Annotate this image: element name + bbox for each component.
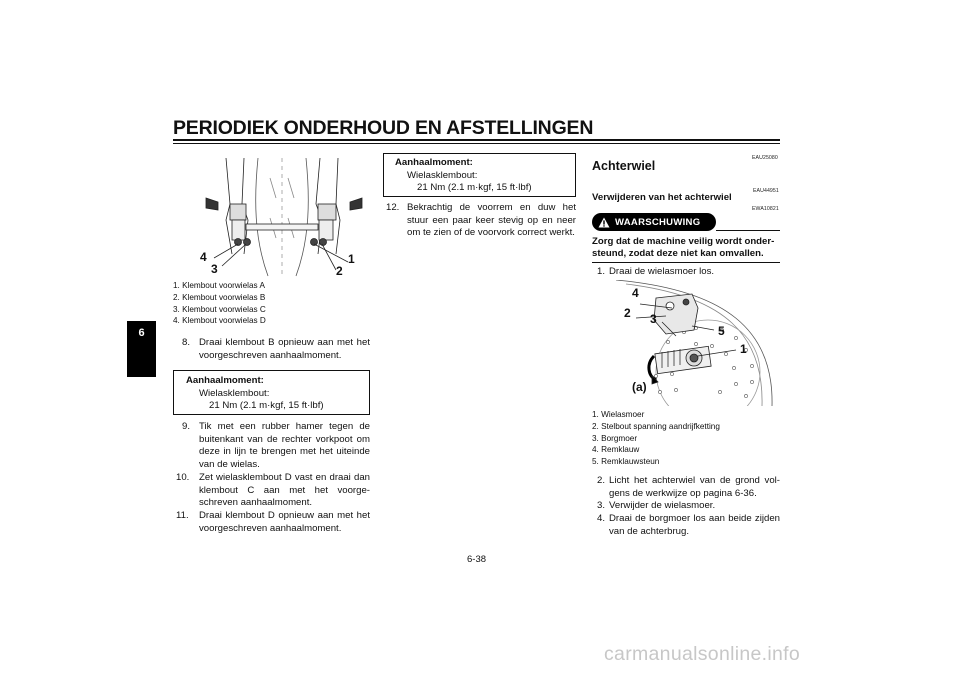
step-text: Licht het achterwiel van de grond volgens de werkwijze op pagina 6-36. xyxy=(609,475,780,499)
callout-2: 2 xyxy=(624,306,631,320)
section-heading: Achterwiel xyxy=(592,159,656,173)
torque-value: 21 Nm (2.1 m·kgf, 15 ft·lbf) xyxy=(209,400,324,412)
warning-label xyxy=(592,213,716,231)
warning-triangle-icon xyxy=(598,217,610,228)
warning-label-text: WAARSCHUWING xyxy=(615,216,701,228)
step-number: 8. xyxy=(182,337,191,348)
caption-item: 2. Stelbout spanning aandrijfketting xyxy=(592,421,720,431)
callout-a: (a) xyxy=(632,380,647,394)
step-number: 2. xyxy=(597,475,606,486)
step-text: Draai klembout B opnieuw aan met het voorgeschreven aanhaalmoment. xyxy=(199,337,370,361)
watermark: carmanualsonline.info xyxy=(604,643,800,665)
step-text: Bekrachtig de voorrem en duw het stuur een paar keer stevig op en neer om te zien of de voorvork correct werkt. xyxy=(407,202,576,239)
rear-wheel-drawing xyxy=(596,280,776,406)
caption-item: 3. Borgmoer xyxy=(592,433,638,443)
caption-item: 3. Klembout voorwielas C xyxy=(173,304,266,314)
warning-text-line: steund, zodat deze niet kan omvallen. xyxy=(592,248,764,259)
caption-item: 2. Klembout voorwielas B xyxy=(173,292,266,302)
left-figure-captions xyxy=(173,280,266,327)
callout-1: 1 xyxy=(348,252,355,266)
step-text: Verwijder de wielasmoer. xyxy=(609,500,716,511)
callout-1: 1 xyxy=(740,342,747,356)
step-text: Draai de wielasmoer los. xyxy=(609,266,715,277)
warning-top-rule xyxy=(716,230,780,231)
caption-item: 1. Klembout voorwielas A xyxy=(173,281,265,290)
title-rule xyxy=(173,139,780,141)
rear-wheel-illustration xyxy=(596,280,776,406)
sub-heading: Verwijderen van het achterwiel xyxy=(592,192,732,203)
step-text: Draai de borgmoer los aan beide zijden van de achterbrug. xyxy=(609,513,780,537)
torque-item: Wielasklembout: xyxy=(407,169,478,181)
step-number: 4. xyxy=(597,513,606,524)
callout-4: 4 xyxy=(200,250,207,264)
torque-item: Wielasklembout: xyxy=(199,387,270,399)
step-number: 12. xyxy=(386,202,400,213)
doc-code: EWA10821 xyxy=(752,206,779,212)
step-number: 9. xyxy=(182,421,191,432)
doc-code: EAU44951 xyxy=(753,188,779,194)
torque-title: Aanhaalmoment: xyxy=(395,157,473,168)
step-number: 1. xyxy=(597,266,606,277)
torque-title: Aanhaalmoment: xyxy=(186,375,264,386)
step-number: 3. xyxy=(597,500,606,511)
callout-3: 3 xyxy=(211,262,218,276)
warning-text-line: Zorg dat de machine veilig wordt onder- xyxy=(592,236,775,247)
warning-bottom-rule xyxy=(592,262,780,263)
callout-4: 4 xyxy=(632,286,639,300)
step-text: Draai klembout D opnieuw aan met het voorgeschreven aanhaalmoment. xyxy=(199,510,370,534)
step-text: Tik met een rubber hamer tegen de buitenkant van de rechter vorkpoot om deze in lijn te brengen met het uiteinde van de wielas. xyxy=(199,421,370,470)
caption-item: 5. Remklauwsteun xyxy=(592,457,660,467)
caption-item: 4. Klembout voorwielas D xyxy=(173,316,266,326)
page-number: 6-38 xyxy=(467,554,487,565)
right-figure-captions xyxy=(592,409,720,468)
torque-box-left xyxy=(173,370,370,415)
step-number: 10. xyxy=(176,472,190,483)
caption-item: 1. Wielasmoer xyxy=(592,410,645,419)
callout-2: 2 xyxy=(336,264,343,278)
page-title: PERIODIEK ONDERHOUD EN AFSTELLINGEN xyxy=(173,117,594,139)
torque-value: 21 Nm (2.1 m·kgf, 15 ft·lbf) xyxy=(417,182,532,194)
callout-5: 5 xyxy=(718,324,725,338)
chapter-tab: 6 xyxy=(127,321,156,377)
step-text: Zet wielasklembout D vast en draai dan klembout C aan met het voorgeschreven aanhaalmoment. xyxy=(199,472,370,509)
step-number: 11. xyxy=(176,510,189,521)
front-fork-illustration xyxy=(196,158,372,278)
front-fork-drawing xyxy=(196,158,372,278)
torque-box-middle xyxy=(383,153,576,197)
title-rule-thin xyxy=(173,143,780,144)
callout-3: 3 xyxy=(650,312,657,326)
doc-code: EAU25080 xyxy=(752,155,778,161)
caption-item: 4. Remklauw xyxy=(592,445,640,455)
